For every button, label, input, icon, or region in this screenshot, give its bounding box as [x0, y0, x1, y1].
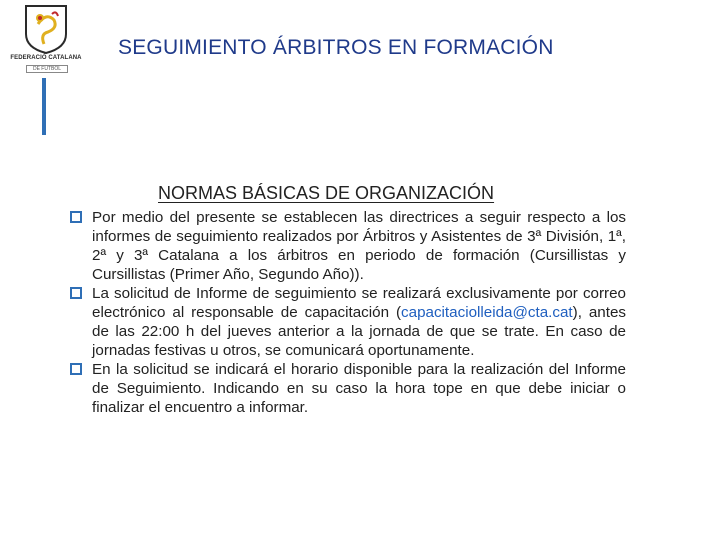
logo-name-text: FEDERACIÓ CATALANA [10, 55, 82, 61]
accent-divider [42, 78, 46, 135]
rule-text-after: ), antes de las 22:00 h del jueves anterior a la jornada de que se trate. En caso de jornadas festivas u otros, se comunicará oportunamente. [92, 304, 626, 359]
rules-list [70, 208, 626, 417]
rule-text: Por medio del presente se establecen las directrices a seguir respecto a los informes de seguimiento realizados por Árbitros y Asistentes de 3ª División, 1ª, 2ª y 3ª Catalana a los árbitros en periodo de formación (Cursillistas y Cursillistas (Primer Año, Segundo Año)). [92, 209, 626, 283]
checkbox-bullet-icon [70, 211, 82, 223]
federation-logo [8, 4, 84, 74]
list-item [70, 284, 626, 360]
shield-logo-icon [24, 4, 68, 54]
list-item [70, 360, 626, 417]
rule-text: En la solicitud se indicará el horario disponible para la realización del Informe de Seguimiento. Indicando en su caso la hora tope en que debe iniciar o finalizar el encuentro a informar. [92, 361, 626, 416]
email-link[interactable]: capacitaciolleida@cta.cat [401, 304, 573, 321]
section-title: NORMAS BÁSICAS DE ORGANIZACIÓN [158, 183, 495, 203]
page-title: SEGUIMIENTO ÁRBITROS EN FORMACIÓN [118, 36, 554, 59]
checkbox-bullet-icon [70, 287, 82, 299]
logo-sub-text: DE FUTBOL [26, 65, 68, 73]
rule-text-before: La solicitud de Informe de seguimiento se realizará exclusivamente por correo electrónico al responsable de capacitación ( [92, 285, 626, 321]
list-item [70, 208, 626, 284]
checkbox-bullet-icon [70, 363, 82, 375]
